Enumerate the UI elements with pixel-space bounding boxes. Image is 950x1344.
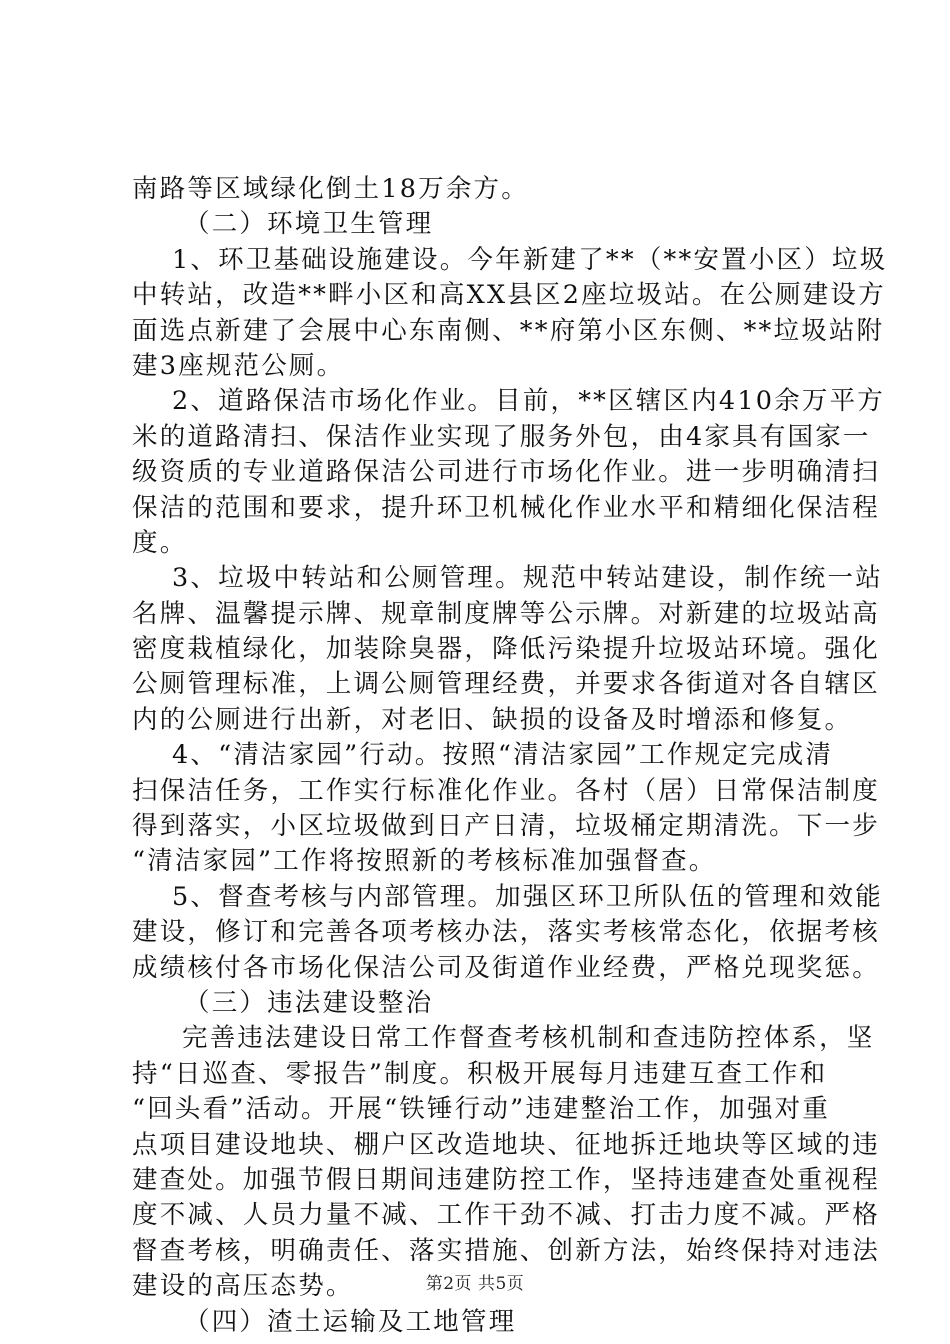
paragraph-line: 5、督查考核与内部管理。加强区环卫所队伍的管理和效能	[172, 881, 883, 912]
paragraph-line: 4、“清洁家园”行动。按照“清洁家园”工作规定完成清	[172, 740, 834, 771]
section-heading-illegal-construction: （三）违法建设整治	[184, 987, 434, 1018]
paragraph-line: 2、道路保洁市场化作业。目前，**区辖区内410余万平方	[172, 386, 885, 417]
paragraph-line: 建设，修订和完善各项考核办法，落实考核常态化，依据考核	[132, 917, 880, 948]
section-heading-sanitation: （二）环境卫生管理	[184, 209, 434, 240]
paragraph-line: 建3座规范公厕。	[132, 350, 345, 381]
paragraph-line: 南路等区域绿化倒土18万余方。	[132, 174, 529, 204]
paragraph-line: 3、垃圾中转站和公厕管理。规范中转站建设，制作统一站	[172, 563, 883, 594]
paragraph-line: 督查考核，明确责任、落实措施、创新方法，始终保持对违法	[132, 1235, 880, 1266]
paragraph-line: 完善违法建设日常工作督查考核机制和查违防控体系，坚	[182, 1023, 875, 1054]
section-heading-muck-transport: （四）渣土运输及工地管理	[184, 1306, 517, 1337]
paragraph-line: 级资质的专业道路保洁公司进行市场化作业。进一步明确清扫	[132, 457, 880, 488]
paragraph-line: 面选点新建了会展中心东南侧、**府第小区东侧、**垃圾站附	[132, 315, 885, 346]
paragraph-line: 密度栽植绿化，加装除臭器，降低污染提升垃圾站环境。强化	[132, 634, 880, 665]
document-body	[132, 172, 888, 1340]
paragraph-line: 内的公厕进行出新，对老旧、缺损的设备及时增添和修复。	[132, 704, 853, 735]
paragraph-line: 度不减、人员力量不减、工作干劲不减、打击力度不减。严格	[132, 1200, 880, 1231]
paragraph-line: 保洁的范围和要求，提升环卫机械化作业水平和精细化保洁程	[132, 492, 880, 523]
paragraph-line: 扫保洁任务，工作实行标准化作业。各村（居）日常保洁制度	[132, 775, 880, 806]
paragraph-line: 点项目建设地块、棚户区改造地块、征地拆迁地块等区域的违	[132, 1129, 880, 1160]
paragraph-line: 度。	[132, 527, 188, 558]
paragraph-line: 建查处。加强节假日期间违建防控工作，坚持违建查处重视程	[132, 1164, 880, 1195]
paragraph-line: 中转站，改造**畔小区和高XX县区2座垃圾站。在公厕建设方	[132, 280, 886, 311]
paragraph-line: 建设的高压态势。	[132, 1271, 354, 1302]
paragraph-line: 公厕管理标准，上调公厕管理经费，并要求各街道对各自辖区	[132, 669, 880, 700]
page-footer: 第2页 共5页	[425, 1274, 525, 1294]
paragraph-line: 成绩核付各市场化保洁公司及街道作业经费，严格兑现奖惩。	[132, 952, 880, 983]
paragraph-line: “回头看”活动。开展“铁锤行动”违建整治工作，加强对重	[132, 1094, 831, 1125]
paragraph-line: 名牌、温馨提示牌、规章制度牌等公示牌。对新建的垃圾站高	[132, 598, 880, 629]
paragraph-line: 得到落实，小区垃圾做到日产日清，垃圾桶定期清洗。下一步	[132, 811, 880, 842]
paragraph-line: 米的道路清扫、保洁作业实现了服务外包，由4家具有国家一	[132, 421, 871, 452]
paragraph-line: “清洁家园”工作将按照新的考核标准加强督查。	[132, 846, 717, 877]
paragraph-line: 持“日巡查、零报告”制度。积极开展每月违建互查工作和	[132, 1058, 828, 1089]
paragraph-line: 1、环卫基础设施建设。今年新建了**（**安置小区）垃圾	[172, 244, 888, 275]
